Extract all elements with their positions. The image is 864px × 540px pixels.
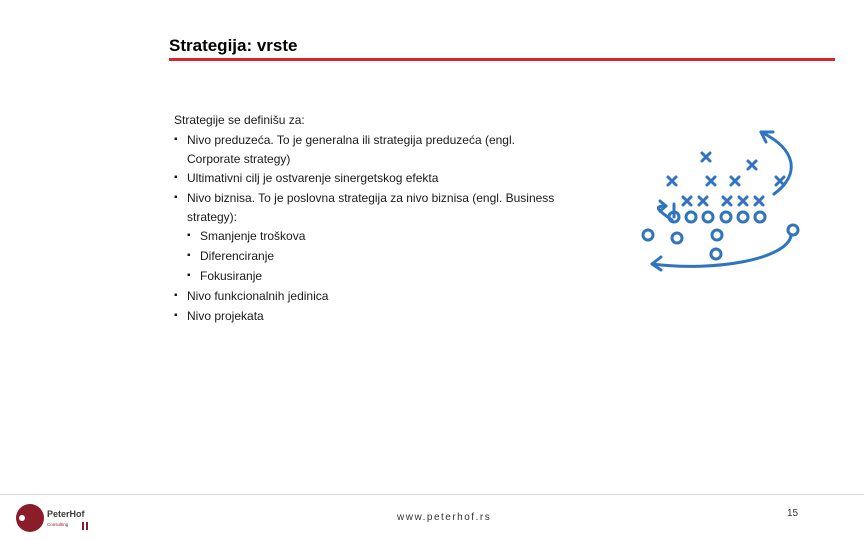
bullet-text: Smanjenje troškova <box>200 229 306 243</box>
play-diagram-icon <box>636 124 806 279</box>
page-number: 15 <box>787 508 799 519</box>
x-markers <box>668 153 784 205</box>
logo-name: PeterHof <box>47 509 85 519</box>
bullet-text: Nivo projekata <box>187 309 264 323</box>
bullet-list <box>174 130 594 326</box>
bullet-item-business <box>174 188 594 286</box>
bullet-item-synergy <box>174 168 594 188</box>
bullet-item-projects <box>174 306 594 326</box>
sub-bullet-cost <box>187 226 594 246</box>
bullet-text: Ultimativni cilj je ostvarenje sinergetskog efekta <box>187 171 439 185</box>
footer-divider <box>0 494 864 495</box>
title-underline <box>169 58 835 61</box>
peterhof-logo-icon <box>14 501 104 535</box>
sub-bullet-focus <box>187 266 594 286</box>
bullet-item-corporate <box>174 130 594 168</box>
bullet-text: Diferenciranje <box>200 249 275 263</box>
intro-text: Strategije se definišu za: <box>174 113 305 127</box>
footer-url: www.peterhof.rs <box>397 512 492 523</box>
bullet-text-continued: Corporate strategy) <box>187 152 291 166</box>
logo-sub: Consulting <box>47 522 69 527</box>
sub-bullet-list <box>187 226 594 286</box>
slide-content <box>174 110 594 326</box>
bullet-text: Nivo preduzeća. To je generalna ili strategija preduzeća (engl. <box>187 133 515 147</box>
bullet-text: Fokusiranje <box>200 269 263 283</box>
slide-title: Strategija: vrste <box>169 36 298 55</box>
sub-bullet-differentiation <box>187 246 594 266</box>
bullet-item-functional <box>174 286 594 306</box>
bullet-text-continued: strategy): <box>187 210 238 224</box>
bullet-text: Nivo funkcionalnih jedinica <box>187 289 329 303</box>
bullet-text: Nivo biznisa. To je poslovna strategija za nivo biznisa (engl. Business <box>187 191 555 205</box>
